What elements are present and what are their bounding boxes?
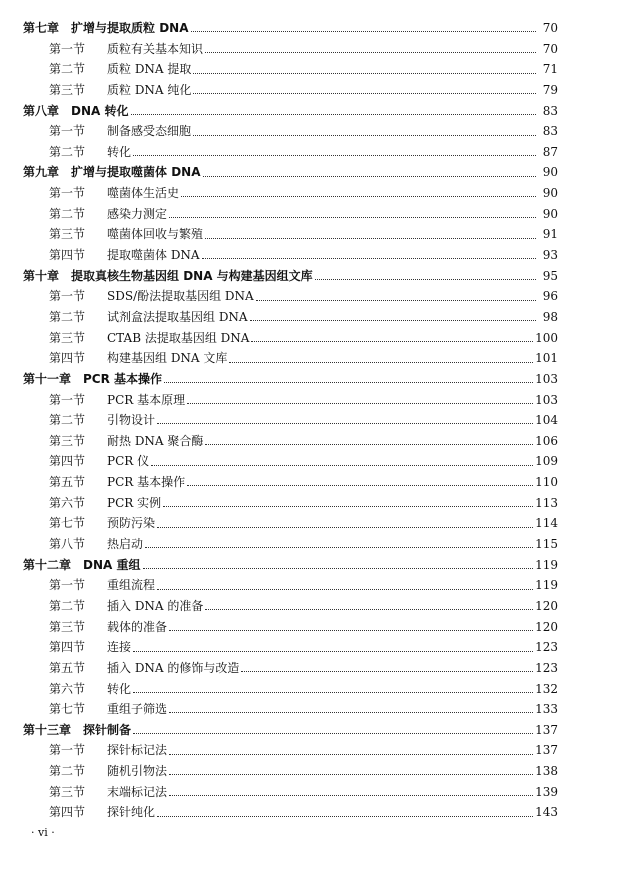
toc-chapter-entry[interactable] (0, 18, 621, 39)
toc-section-entry[interactable] (0, 410, 621, 431)
dot-leader (133, 691, 533, 693)
entry-page-number: 83 (542, 103, 558, 118)
dot-leader (202, 257, 536, 259)
entry-title: 热启动 (107, 537, 144, 552)
dot-leader (256, 299, 536, 301)
entry-number: 第三节 (49, 784, 86, 799)
entry-number: 第四节 (49, 351, 86, 366)
entry-page-number: 119 (535, 557, 558, 572)
dot-leader (169, 216, 536, 218)
entry-page-number: 83 (542, 124, 558, 139)
toc-section-entry[interactable] (0, 802, 621, 823)
entry-number: 第一节 (49, 289, 86, 304)
dot-leader (203, 175, 537, 177)
entry-page-number: 119 (535, 578, 558, 593)
entry-title: 构建基因组 DNA 文库 (107, 351, 228, 366)
entry-title: 重组流程 (107, 578, 156, 593)
dot-leader (205, 51, 536, 53)
entry-number: 第八章 (23, 103, 60, 118)
toc-chapter-entry[interactable] (0, 720, 621, 741)
entry-title: 制备感受态细胞 (107, 124, 192, 139)
entry-number: 第一节 (49, 392, 86, 407)
toc-section-entry[interactable] (0, 80, 621, 101)
toc-section-entry[interactable] (0, 782, 621, 803)
entry-title: 连接 (107, 640, 132, 655)
table-of-contents (0, 18, 621, 823)
entry-title: 末端标记法 (107, 784, 168, 799)
dot-leader (157, 815, 533, 817)
entry-title: 探针制备 (83, 722, 132, 737)
entry-title: SDS/酚法提取基因组 DNA (107, 289, 254, 304)
entry-page-number: 133 (535, 702, 558, 717)
dot-leader (157, 588, 533, 590)
entry-page-number: 138 (535, 764, 558, 779)
entry-number: 第二节 (49, 764, 86, 779)
page-folio: · vi · (31, 826, 55, 839)
entry-title: 试剂盒法提取基因组 DNA (107, 309, 248, 324)
entry-page-number: 113 (535, 495, 558, 510)
entry-title: 扩增与提取噬菌体 DNA (71, 165, 201, 180)
toc-section-entry[interactable] (0, 224, 621, 245)
entry-title: 载体的准备 (107, 619, 168, 634)
entry-page-number: 132 (535, 681, 558, 696)
entry-title: 提取噬菌体 DNA (107, 248, 200, 263)
toc-section-entry[interactable] (0, 493, 621, 514)
toc-section-entry[interactable] (0, 534, 621, 555)
toc-section-entry[interactable] (0, 513, 621, 534)
toc-section-entry[interactable] (0, 204, 621, 225)
entry-page-number: 79 (542, 82, 558, 97)
entry-number: 第十一章 (23, 371, 72, 386)
entry-page-number: 123 (535, 640, 558, 655)
entry-title: 噬菌体生活史 (107, 186, 180, 201)
entry-title: 插入 DNA 的修饰与改造 (107, 660, 240, 675)
entry-number: 第一节 (49, 41, 86, 56)
entry-page-number: 137 (535, 722, 558, 737)
entry-number: 第七章 (23, 21, 60, 35)
entry-number: 第七节 (49, 516, 86, 531)
toc-section-entry[interactable] (0, 142, 621, 163)
entry-title: PCR 仪 (107, 454, 150, 469)
entry-page-number: 70 (542, 21, 558, 35)
entry-page-number: 90 (542, 206, 558, 221)
entry-number: 第三节 (49, 227, 86, 242)
toc-section-entry[interactable] (0, 575, 621, 596)
toc-chapter-entry[interactable] (0, 555, 621, 576)
entry-number: 第五节 (49, 660, 86, 675)
dot-leader (151, 464, 533, 466)
entry-number: 第七节 (49, 702, 86, 717)
dot-leader (181, 195, 536, 197)
toc-section-entry[interactable] (0, 390, 621, 411)
entry-page-number: 123 (535, 660, 558, 675)
entry-page-number: 109 (535, 454, 558, 469)
entry-title: PCR 基本操作 (83, 371, 163, 386)
entry-title: 提取真核生物基因组 DNA 与构建基因组文库 (71, 268, 313, 283)
entry-page-number: 98 (542, 309, 558, 324)
toc-section-entry[interactable] (0, 451, 621, 472)
toc-section-entry[interactable] (0, 286, 621, 307)
entry-page-number: 137 (535, 743, 558, 758)
entry-number: 第二节 (49, 413, 86, 428)
entry-page-number: 90 (542, 165, 558, 180)
entry-number: 第五节 (49, 475, 86, 490)
toc-section-entry[interactable] (0, 637, 621, 658)
dot-leader (133, 732, 533, 734)
dot-leader (169, 773, 533, 775)
toc-section-entry[interactable] (0, 431, 621, 452)
entry-page-number: 93 (542, 248, 558, 263)
entry-title: PCR 实例 (107, 495, 162, 510)
entry-number: 第二节 (49, 598, 86, 613)
dot-leader (315, 278, 536, 280)
dot-leader (133, 650, 533, 652)
entry-title: 耐热 DNA 聚合酶 (107, 433, 204, 448)
entry-number: 第十三章 (23, 722, 72, 737)
toc-section-entry[interactable] (0, 617, 621, 638)
entry-page-number: 139 (535, 784, 558, 799)
toc-section-entry[interactable] (0, 761, 621, 782)
toc-section-entry[interactable] (0, 596, 621, 617)
entry-title: 插入 DNA 的准备 (107, 598, 204, 613)
toc-section-entry[interactable] (0, 307, 621, 328)
dot-leader (187, 402, 533, 404)
entry-title: 探针纯化 (107, 805, 156, 820)
entry-number: 第六节 (49, 495, 86, 510)
entry-number: 第四节 (49, 454, 86, 469)
entry-page-number: 110 (535, 475, 558, 490)
toc-section-entry[interactable] (0, 183, 621, 204)
entry-title: CTAB 法提取基因组 DNA (107, 330, 250, 345)
entry-title: 质粒有关基本知识 (107, 41, 204, 56)
entry-number: 第一节 (49, 743, 86, 758)
entry-title: 质粒 DNA 纯化 (107, 82, 192, 97)
entry-title: 扩增与提取质粒 DNA (71, 21, 189, 35)
toc-section-entry[interactable] (0, 740, 621, 761)
entry-page-number: 70 (542, 41, 558, 56)
entry-page-number: 115 (535, 537, 558, 552)
entry-number: 第三节 (49, 619, 86, 634)
toc-section-entry[interactable] (0, 658, 621, 679)
dot-leader (157, 422, 533, 424)
dot-leader (193, 92, 536, 94)
entry-number: 第三节 (49, 330, 86, 345)
toc-section-entry[interactable] (0, 699, 621, 720)
dot-leader (187, 484, 533, 486)
entry-number: 第四节 (49, 248, 86, 263)
dot-leader (145, 546, 533, 548)
entry-page-number: 106 (535, 433, 558, 448)
entry-title: 噬菌体回收与繁殖 (107, 227, 204, 242)
dot-leader (193, 134, 536, 136)
dot-leader (191, 30, 537, 32)
entry-page-number: 101 (535, 351, 558, 366)
toc-chapter-entry[interactable] (0, 266, 621, 287)
dot-leader (169, 629, 533, 631)
entry-number: 第二节 (49, 144, 86, 159)
toc-chapter-entry[interactable] (0, 369, 621, 390)
toc-section-entry[interactable] (0, 472, 621, 493)
entry-title: 预防污染 (107, 516, 156, 531)
entry-page-number: 100 (535, 330, 558, 345)
dot-leader (131, 113, 537, 115)
toc-section-entry[interactable] (0, 245, 621, 266)
entry-page-number: 114 (535, 516, 558, 531)
entry-page-number: 96 (542, 289, 558, 304)
dot-leader (163, 505, 533, 507)
toc-chapter-entry[interactable] (0, 162, 621, 183)
dot-leader (241, 670, 533, 672)
entry-page-number: 95 (542, 268, 558, 283)
toc-section-entry[interactable] (0, 39, 621, 60)
toc-chapter-entry[interactable] (0, 101, 621, 122)
entry-number: 第九章 (23, 165, 60, 180)
entry-title: 探针标记法 (107, 743, 168, 758)
entry-number: 第十章 (23, 268, 60, 283)
dot-leader (205, 443, 533, 445)
entry-number: 第八节 (49, 537, 86, 552)
entry-page-number: 120 (535, 598, 558, 613)
entry-number: 第四节 (49, 640, 86, 655)
entry-page-number: 104 (535, 413, 558, 428)
toc-section-entry[interactable] (0, 121, 621, 142)
dot-leader (205, 237, 536, 239)
entry-page-number: 71 (542, 62, 558, 77)
entry-number: 第四节 (49, 805, 86, 820)
entry-page-number: 103 (535, 392, 558, 407)
dot-leader (157, 526, 533, 528)
dot-leader (229, 361, 533, 363)
entry-number: 第二节 (49, 62, 86, 77)
dot-leader (143, 567, 534, 569)
entry-title: 感染力测定 (107, 206, 168, 221)
toc-section-entry[interactable] (0, 328, 621, 349)
entry-number: 第一节 (49, 124, 86, 139)
entry-number: 第三节 (49, 433, 86, 448)
entry-number: 第一节 (49, 186, 86, 201)
entry-page-number: 120 (535, 619, 558, 634)
toc-section-entry[interactable] (0, 348, 621, 369)
entry-number: 第一节 (49, 578, 86, 593)
entry-page-number: 103 (535, 371, 558, 386)
dot-leader (251, 340, 533, 342)
dot-leader (169, 794, 533, 796)
entry-title: 重组子筛选 (107, 702, 168, 717)
dot-leader (164, 381, 533, 383)
entry-number: 第六节 (49, 681, 86, 696)
entry-number: 第三节 (49, 82, 86, 97)
entry-page-number: 91 (542, 227, 558, 242)
entry-title: DNA 转化 (71, 103, 129, 118)
dot-leader (133, 154, 536, 156)
entry-number: 第十二章 (23, 557, 72, 572)
dot-leader (250, 319, 536, 321)
dot-leader (169, 753, 533, 755)
dot-leader (193, 72, 536, 74)
dot-leader (205, 608, 533, 610)
entry-title: DNA 重组 (83, 557, 141, 572)
entry-title: 质粒 DNA 提取 (107, 62, 192, 77)
toc-section-entry[interactable] (0, 59, 621, 80)
entry-title: 随机引物法 (107, 764, 168, 779)
entry-title: PCR 基本操作 (107, 475, 186, 490)
toc-section-entry[interactable] (0, 679, 621, 700)
entry-title: PCR 基本原理 (107, 392, 186, 407)
dot-leader (169, 711, 533, 713)
entry-number: 第二节 (49, 309, 86, 324)
entry-title: 转化 (107, 681, 132, 696)
entry-title: 引物设计 (107, 413, 156, 428)
entry-page-number: 143 (535, 805, 558, 820)
entry-title: 转化 (107, 144, 132, 159)
entry-number: 第二节 (49, 206, 86, 221)
entry-page-number: 90 (542, 186, 558, 201)
entry-page-number: 87 (542, 144, 558, 159)
